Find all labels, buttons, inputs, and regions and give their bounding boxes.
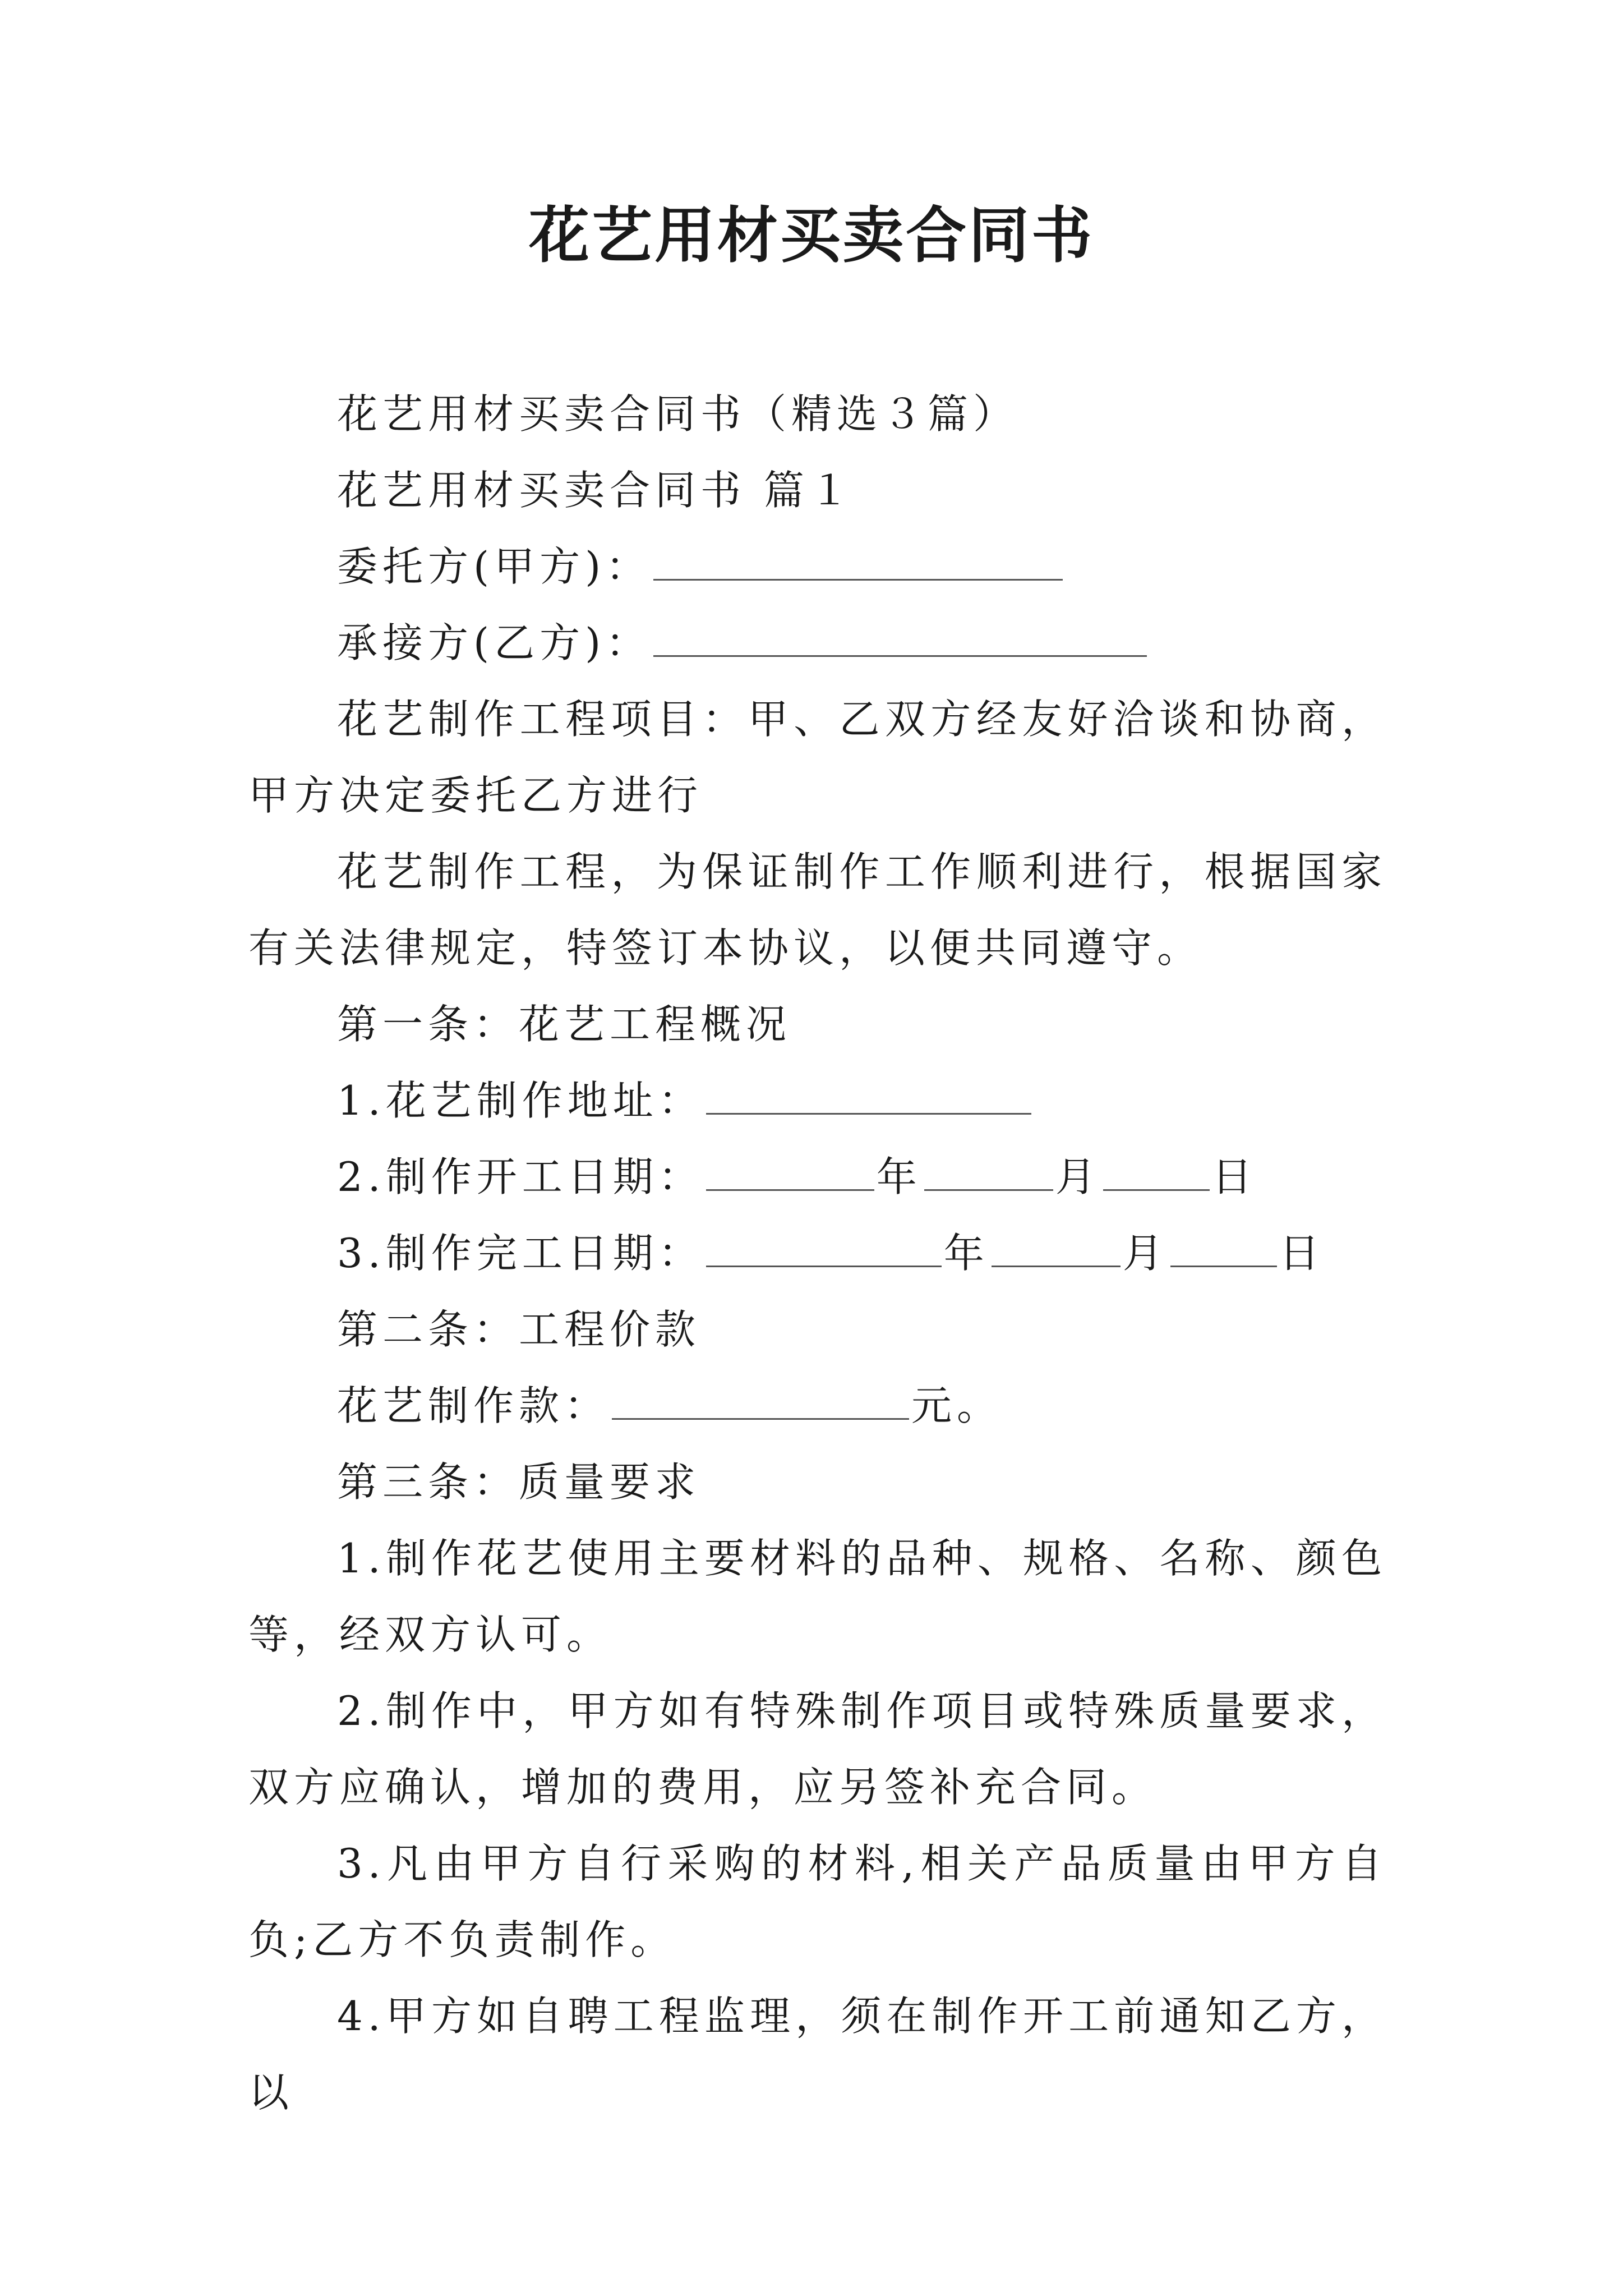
subtitle-line: 花艺用材买卖合同书（精选３篇） bbox=[337, 390, 1019, 438]
end-date-label: 3.制作完工日期： bbox=[337, 1230, 704, 1277]
party-a-line bbox=[248, 528, 1387, 605]
paragraph-project: 花艺制作工程项目：甲、乙双方经友好洽谈和协商，甲方决定委托乙方进行 bbox=[248, 696, 1387, 819]
article-3-heading: 第三条：质量要求 bbox=[337, 1458, 701, 1506]
clause-1: 1.制作花艺使用主要材料的品种、规格、名称、颜色等，经双方认可。 bbox=[248, 1535, 1387, 1658]
party-b-label: 承接方(乙方)： bbox=[337, 619, 652, 666]
party-a-blank bbox=[653, 545, 1063, 581]
party-a-label: 委托方(甲方)： bbox=[337, 543, 652, 590]
fee-blank bbox=[612, 1384, 909, 1420]
start-month-blank bbox=[924, 1156, 1053, 1191]
party-b-blank bbox=[653, 622, 1147, 657]
fee-line bbox=[248, 1368, 1387, 1444]
start-year-blank bbox=[706, 1156, 874, 1191]
end-day-blank bbox=[1170, 1232, 1277, 1267]
start-date-label: 2.制作开工日期： bbox=[337, 1153, 704, 1200]
end-date-line bbox=[248, 1215, 1387, 1291]
fee-label: 花艺制作款： bbox=[337, 1382, 610, 1429]
clause-3: 3.凡由甲方自行采购的材料,相关产品质量由甲方自负;乙方不负责制作。 bbox=[248, 1840, 1387, 1963]
clause-4: 4.甲方如自聘工程监理，须在制作开工前通知乙方，以 bbox=[248, 1993, 1387, 2116]
party-b-line bbox=[248, 605, 1387, 681]
end-month-blank bbox=[992, 1232, 1121, 1267]
year-text: 年 bbox=[943, 1230, 989, 1277]
address-line bbox=[248, 1062, 1387, 1139]
start-day-blank bbox=[1103, 1156, 1210, 1191]
fee-unit: 元。 bbox=[911, 1382, 1003, 1429]
day-text: 日 bbox=[1211, 1153, 1257, 1200]
month-text: 月 bbox=[1055, 1153, 1101, 1200]
section-heading: 花艺用材买卖合同书 篇１ bbox=[337, 467, 855, 514]
article-2-heading: 第二条：工程价款 bbox=[337, 1306, 701, 1353]
end-year-blank bbox=[706, 1232, 942, 1267]
clause-2: 2.制作中，甲方如有特殊制作项目或特殊质量要求，双方应确认，增加的费用，应另签补充合同。 bbox=[248, 1687, 1387, 1811]
address-label: 1.花艺制作地址： bbox=[337, 1077, 704, 1124]
article-1-heading: 第一条：花艺工程概况 bbox=[337, 1001, 792, 1048]
day-text: 日 bbox=[1279, 1230, 1325, 1277]
document-title: 花艺用材买卖合同书 bbox=[528, 200, 1094, 271]
address-blank bbox=[706, 1079, 1031, 1115]
document-body bbox=[248, 376, 1387, 2131]
year-text: 年 bbox=[876, 1153, 922, 1200]
month-text: 月 bbox=[1122, 1230, 1168, 1277]
start-date-line bbox=[248, 1139, 1387, 1215]
paragraph-purpose: 花艺制作工程，为保证制作工作顺利进行，根据国家有关法律规定，特签订本协议，以便共同遵守。 bbox=[248, 848, 1387, 972]
